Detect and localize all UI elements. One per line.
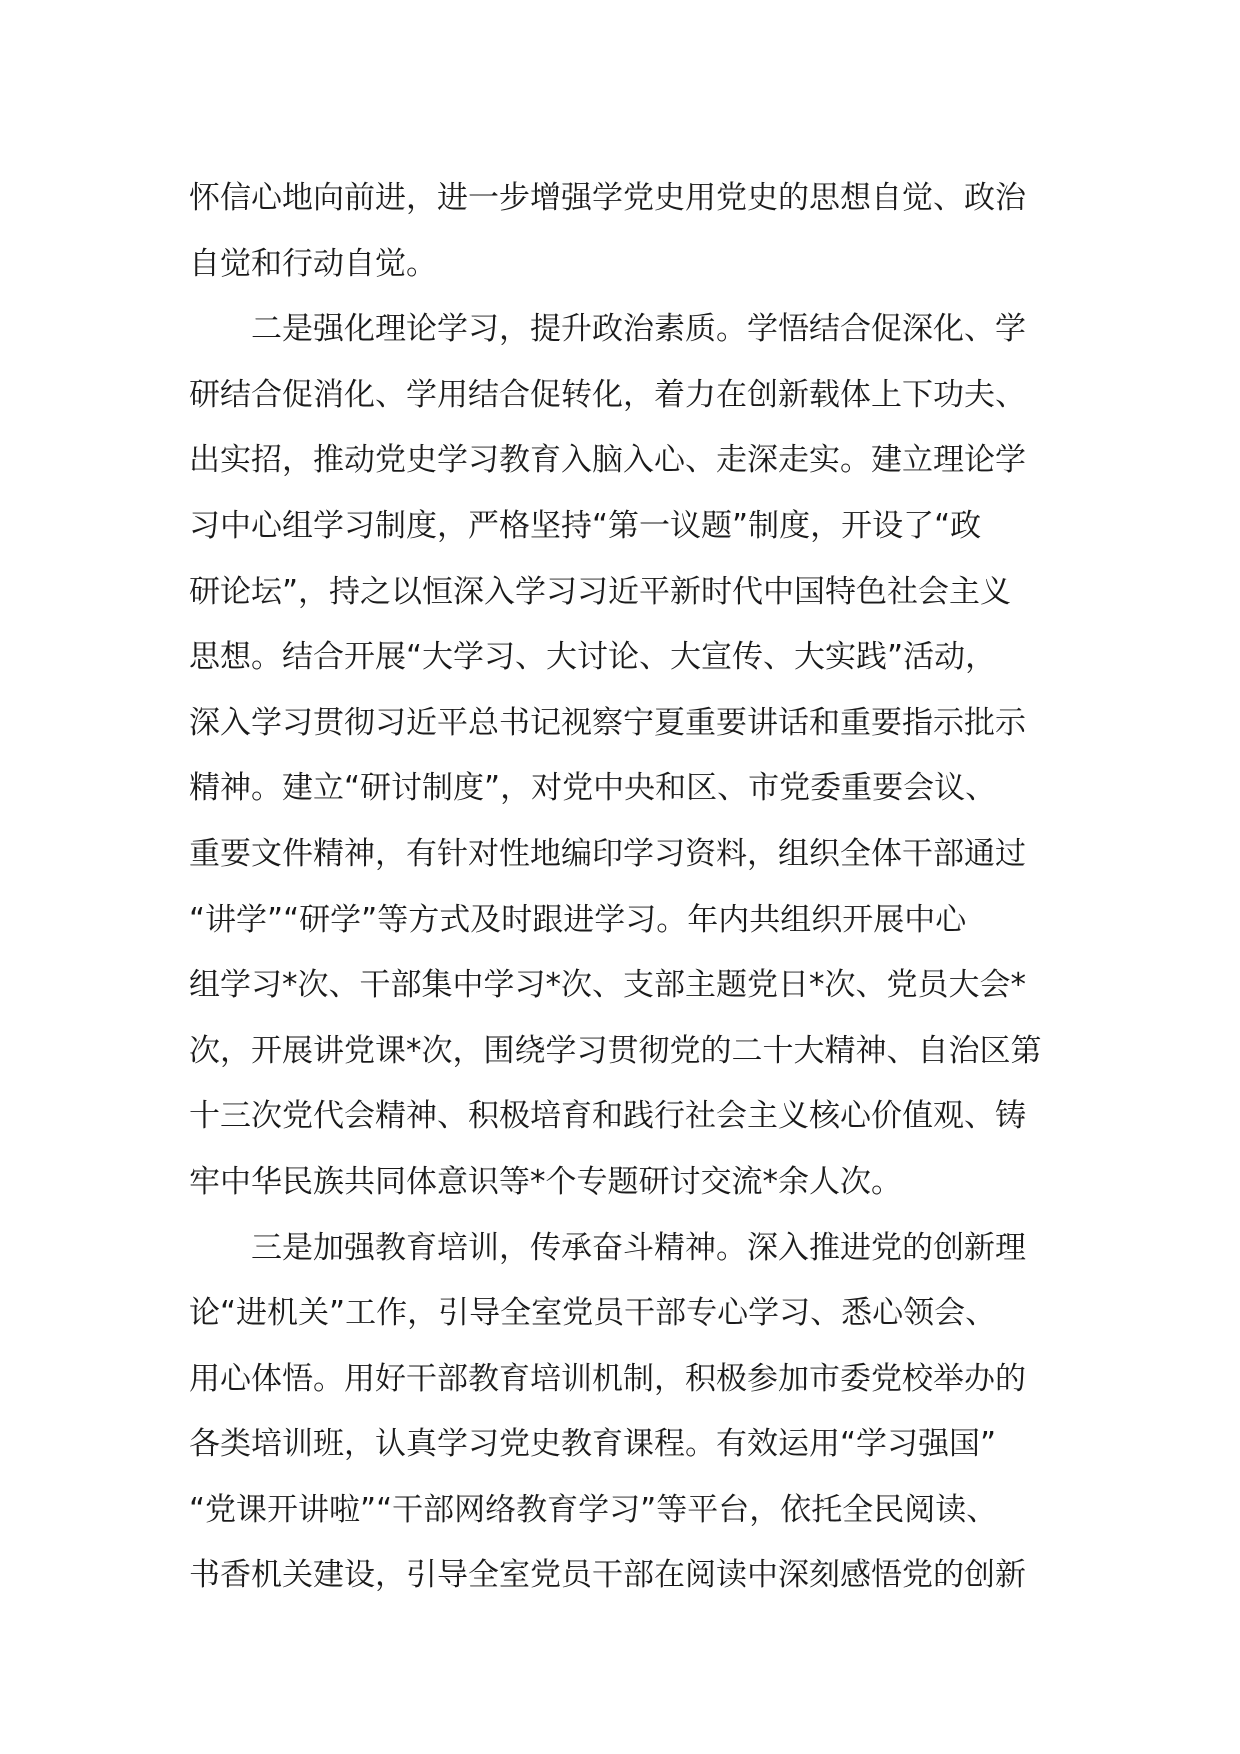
text-line: 思想。结合开展“大学习、大讨论、大宣传、大实践”活动， (189, 639, 997, 676)
text-line: 牢中华民族共同体意识等*个专题研讨交流*余人次。 (189, 1163, 902, 1200)
body-text (189, 166, 1069, 1609)
text-line: 研论坛”，持之以恒深入学习习近平新时代中国特色社会主义 (189, 573, 1012, 610)
text-line: 组学习*次、干部集中学习*次、支部主题党日*次、党员大会* (189, 967, 1026, 1004)
text-line: “党课开讲啦”“干部网络教育学习”等平台，依托全民阅读、 (189, 1491, 998, 1528)
text-line: 论“进机关”工作，引导全室党员干部专心学习、悉心领会、 (189, 1295, 997, 1332)
text-line: 深入学习贯彻习近平总书记视察宁夏重要讲话和重要指示批示 (189, 704, 1026, 741)
text-line: 各类培训班，认真学习党史教育课程。有效运用“学习强国” (189, 1426, 997, 1463)
text-line: 习中心组学习制度，严格坚持“第一议题”制度，开设了“政 (189, 507, 982, 544)
text-line: 自觉和行动自觉。 (189, 245, 437, 282)
text-line: 精神。建立“研讨制度”，对党中央和区、市党委重要会议、 (189, 770, 997, 807)
text-line: 研结合促消化、学用结合促转化，着力在创新载体上下功夫、 (189, 376, 1026, 413)
text-line: 书香机关建设，引导全室党员干部在阅读中深刻感悟党的创新 (189, 1557, 1026, 1594)
text-line: 重要文件精神，有针对性地编印学习资料，组织全体干部通过 (189, 835, 1026, 872)
paragraph-start-line: 二是强化理论学习，提升政治素质。学悟结合促深化、学 (251, 311, 1026, 348)
text-line: “讲学”“研学”等方式及时跟进学习。年内共组织开展中心 (189, 901, 967, 938)
paragraph-start-line: 三是加强教育培训，传承奋斗精神。深入推进党的创新理 (251, 1229, 1026, 1266)
text-line: 用心体悟。用好干部教育培训机制，积极参加市委党校举办的 (189, 1360, 1026, 1397)
text-line: 出实招，推动党史学习教育入脑入心、走深走实。建立理论学 (189, 442, 1026, 479)
text-line: 次，开展讲党课*次，围绕学习贯彻党的二十大精神、自治区第 (189, 1032, 1042, 1069)
text-line: 十三次党代会精神、积极培育和践行社会主义核心价值观、铸 (189, 1098, 1026, 1135)
text-line: 怀信心地向前进，进一步增强学党史用党史的思想自觉、政治 (189, 180, 1026, 216)
